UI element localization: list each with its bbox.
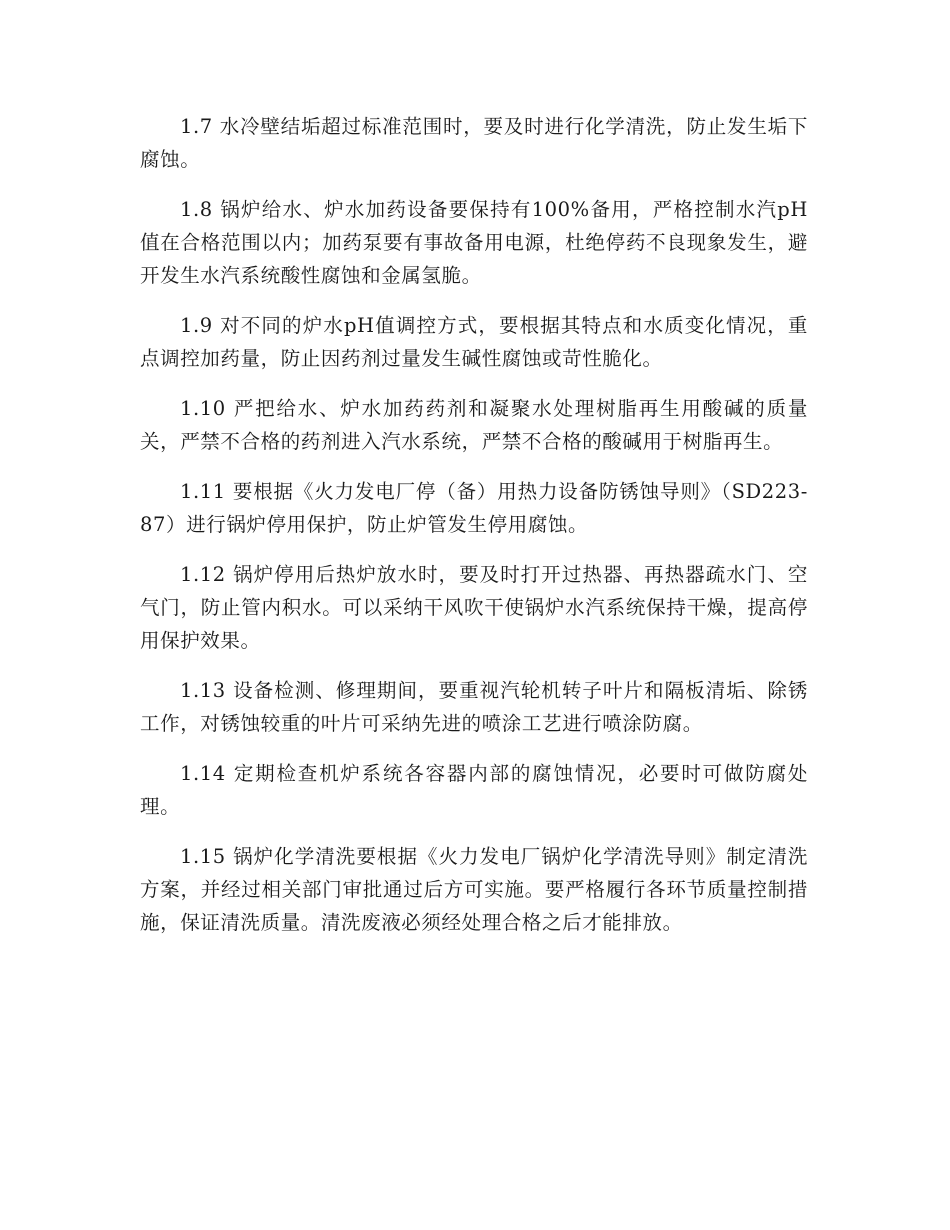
paragraph-1-9: 1.9 对不同的炉水pH值调控方式，要根据其特点和水质变化情况，重点调控加药量，防止因药剂过量发生碱性腐蚀或苛性脆化。 xyxy=(140,314,808,370)
paragraph-1-7: 1.7 水冷壁结垢超过标准范围时，要及时进行化学清洗，防止发生垢下腐蚀。 xyxy=(140,115,808,171)
document-body xyxy=(140,110,808,956)
paragraph-1-15: 1.15 锅炉化学清洗要根据《火力发电厂锅炉化学清洗导则》制定清洗方案，并经过相关部门审批通过后方可实施。要严格履行各环节质量控制措施，保证清洗质量。清洗废液必须经处理合格之后才能排放。 xyxy=(140,845,808,934)
paragraph-1-10: 1.10 严把给水、炉水加药药剂和凝聚水处理树脂再生用酸碱的质量关，严禁不合格的药剂进入汽水系统，严禁不合格的酸碱用于树脂再生。 xyxy=(140,397,808,453)
paragraph-1-8: 1.8 锅炉给水、炉水加药设备要保持有100%备用，严格控制水汽pH值在合格范围以内；加药泵要有事故备用电源，杜绝停药不良现象发生，避开发生水汽系统酸性腐蚀和金属氢脆。 xyxy=(140,198,808,287)
paragraph-1-11: 1.11 要根据《火力发电厂停（备）用热力设备防锈蚀导则》（SD223-87）进行锅炉停用保护，防止炉管发生停用腐蚀。 xyxy=(140,480,808,536)
paragraph-1-12: 1.12 锅炉停用后热炉放水时，要及时打开过热器、再热器疏水门、空气门，防止管内积水。可以采纳干风吹干使锅炉水汽系统保持干燥，提高停用保护效果。 xyxy=(140,563,808,652)
paragraph-1-13: 1.13 设备检测、修理期间，要重视汽轮机转子叶片和隔板清垢、除锈工作，对锈蚀较重的叶片可采纳先进的喷涂工艺进行喷涂防腐。 xyxy=(140,679,808,735)
paragraph-1-14: 1.14 定期检查机炉系统各容器内部的腐蚀情况，必要时可做防腐处理。 xyxy=(140,762,808,818)
